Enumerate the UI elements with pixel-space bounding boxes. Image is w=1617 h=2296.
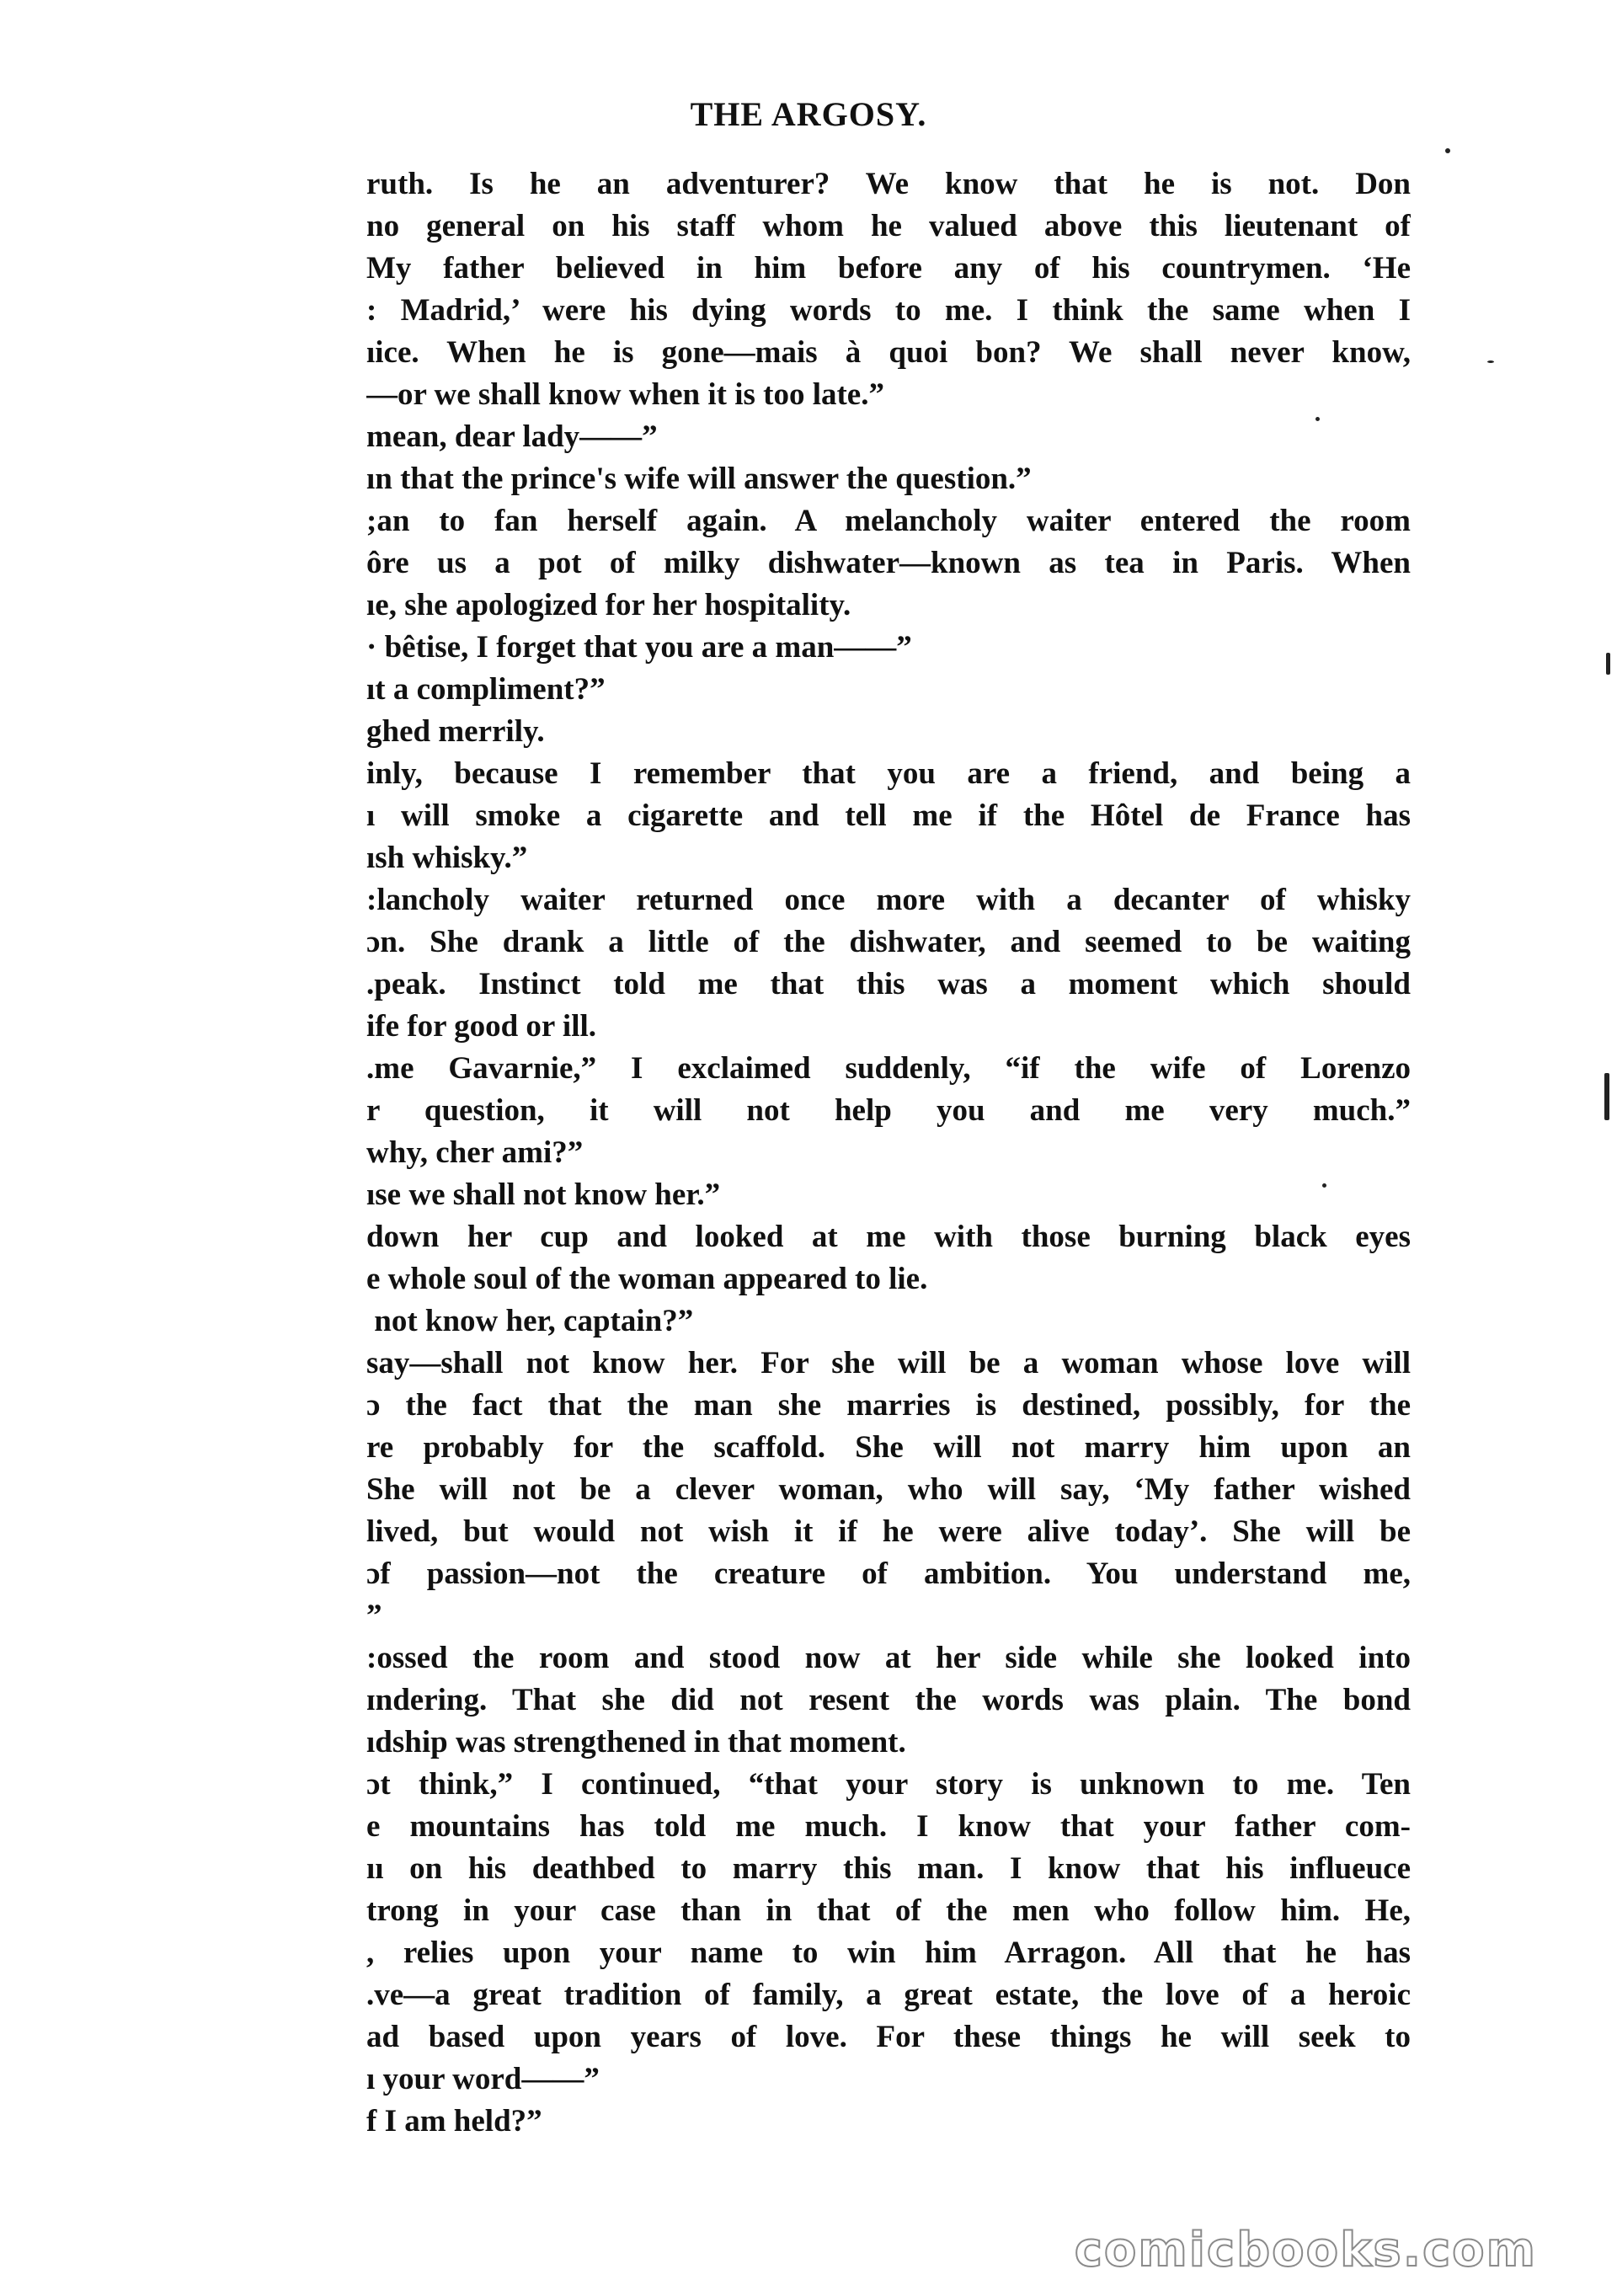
text-line: My father believed in him before any of his countrymen. ‘He bbox=[366, 251, 1411, 286]
running-head: THE ARGOSY. bbox=[690, 95, 927, 133]
text-line: no general on his staff whom he valued above this lieutenant of bbox=[366, 209, 1411, 243]
text-line: ruth. Is he an adventurer? We know that he is not. Don bbox=[366, 167, 1411, 201]
text-line: ıe, she apologized for her hospitality. bbox=[366, 588, 851, 622]
page-body-text bbox=[366, 163, 1411, 2143]
text-line: f I am held?” bbox=[366, 2104, 542, 2138]
text-line: not know her, captain?” bbox=[366, 1304, 694, 1338]
scan-speck bbox=[1487, 360, 1494, 363]
text-line: ıse we shall not know her.” bbox=[366, 1177, 721, 1212]
text-line: e whole soul of the woman appeared to lie. bbox=[366, 1262, 928, 1296]
text-line: inly, because I remember that you are a friend, and being a bbox=[366, 756, 1411, 791]
text-line: ı your word——” bbox=[366, 2062, 600, 2096]
text-line: —or we shall know when it is too late.” bbox=[366, 377, 884, 412]
text-line: say—shall not know her. For she will be a woman whose love will bbox=[366, 1346, 1411, 1380]
scan-speck bbox=[1445, 148, 1450, 153]
text-line: ;an to fan herself again. A melancholy waiter entered the room bbox=[366, 504, 1411, 538]
text-line: , relies upon your name to win him Arragon. All that he has bbox=[366, 1936, 1411, 1970]
text-line: She will not be a clever woman, who will say, ‘My father wished bbox=[366, 1472, 1411, 1507]
scan-speck bbox=[1604, 1073, 1609, 1120]
text-line: · bêtise, I forget that you are a man——” bbox=[366, 630, 912, 665]
text-line: trong in your case than in that of the men who follow him. He, bbox=[366, 1893, 1411, 1928]
text-line: ” bbox=[366, 1599, 382, 1633]
watermark: comicbooks.com bbox=[1074, 2223, 1537, 2277]
text-line: e mountains has told me much. I know that your father com- bbox=[366, 1809, 1411, 1844]
text-line: :ossed the room and stood now at her side while she looked into bbox=[366, 1641, 1411, 1675]
text-line: lived, but would not wish it if he were alive today’. She will be bbox=[366, 1514, 1411, 1549]
text-line: : Madrid,’ were his dying words to me. I think the same when I bbox=[366, 293, 1411, 328]
text-line: ad based upon years of love. For these things he will seek to bbox=[366, 2020, 1411, 2054]
text-line: ıt a compliment?” bbox=[366, 672, 606, 707]
text-line: ɔt think,” I continued, “that your story is unknown to me. Ten bbox=[366, 1767, 1411, 1802]
text-line: ɔn. She drank a little of the dishwater, and seemed to be waiting bbox=[366, 925, 1411, 959]
text-line: re probably for the scaffold. She will not marry him upon an bbox=[366, 1430, 1411, 1465]
text-line: ife for good or ill. bbox=[366, 1009, 597, 1044]
text-line: ghed merrily. bbox=[366, 714, 545, 749]
text-line: ıice. When he is gone—mais à quoi bon? We shall never know, bbox=[366, 335, 1411, 370]
text-line: ı will smoke a cigarette and tell me if the Hôtel de France has bbox=[366, 798, 1411, 833]
text-line: .peak. Instinct told me that this was a moment which should bbox=[366, 967, 1411, 1001]
text-line: ôre us a pot of milky dishwater—known as tea in Paris. When bbox=[366, 546, 1411, 580]
text-line: ın that the prince's wife will answer the question.” bbox=[366, 462, 1032, 496]
scan-speck bbox=[1322, 1183, 1326, 1188]
text-line: ɔ the fact that the man she marries is destined, possibly, for the bbox=[366, 1388, 1411, 1423]
text-line: r question, it will not help you and me very much.” bbox=[366, 1093, 1411, 1128]
scan-speck bbox=[1315, 417, 1320, 421]
text-line: .me Gavarnie,” I exclaimed suddenly, “if the wife of Lorenzo bbox=[366, 1051, 1411, 1086]
text-line: :lancholy waiter returned once more with a decanter of whisky bbox=[366, 883, 1411, 917]
text-line: down her cup and looked at me with those burning black eyes bbox=[366, 1220, 1411, 1254]
text-line: ıı on his deathbed to marry this man. I know that his influeuce bbox=[366, 1851, 1411, 1886]
text-line: mean, dear lady——” bbox=[366, 419, 658, 454]
text-line: why, cher ami?” bbox=[366, 1135, 584, 1170]
text-line: ɪndering. That she did not resent the words was plain. The bond bbox=[366, 1683, 1411, 1717]
text-line: ɔf passion—not the creature of ambition. You understand me, bbox=[366, 1556, 1411, 1591]
scan-speck bbox=[1606, 653, 1610, 675]
text-line: .ve—a great tradition of family, a great estate, the love of a heroic bbox=[366, 1978, 1411, 2012]
text-line: ısh whisky.” bbox=[366, 841, 528, 875]
text-line: ıdship was strengthened in that moment. bbox=[366, 1725, 906, 1759]
